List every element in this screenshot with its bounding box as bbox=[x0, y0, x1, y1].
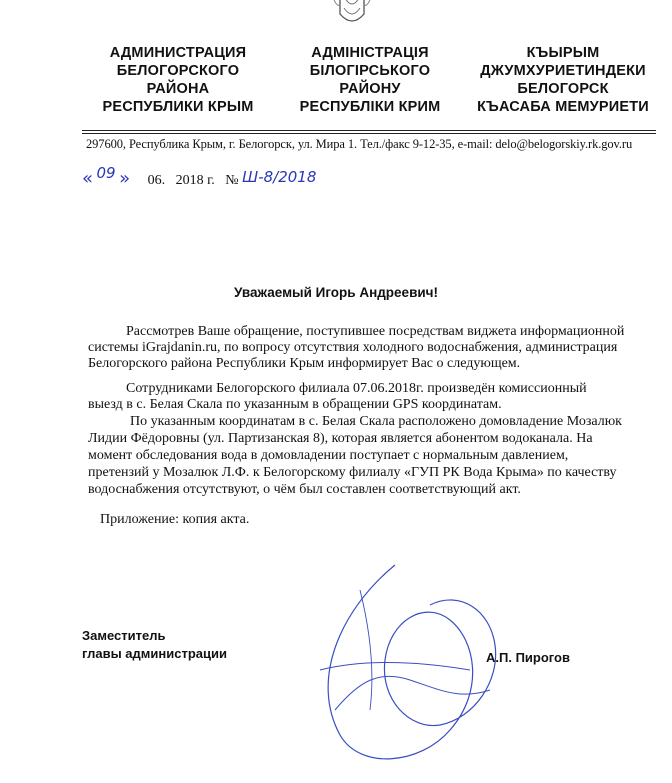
date-line bbox=[82, 164, 317, 189]
signatory-name: А.П. Пирогов bbox=[486, 650, 570, 665]
date-day: 09 bbox=[96, 164, 116, 182]
date-open-quote: « bbox=[82, 168, 94, 189]
handwritten-signature bbox=[300, 550, 530, 780]
address-line: 297600, Республика Крым, г. Белогорск, ул. Мира 1. Тел./факс 9-12-35, e-mail: delo@belogorskiy.rk.gov.ru bbox=[86, 137, 633, 151]
org-name-russian: АДМИНИСТРАЦИЯ БЕЛОГОРСКОГО РАЙОНА РЕСПУБЛИКИ КРЫМ bbox=[102, 45, 254, 115]
date-close-quote: » bbox=[119, 168, 131, 189]
date-month: 06. bbox=[147, 173, 166, 188]
body-line: выезд в с. Белая Скала по указанным в обращении GPS координатам. bbox=[88, 397, 502, 412]
body-line: момент обследования вода в домовладении поступает с нормальным давлением, bbox=[88, 448, 569, 463]
document-number: Ш-8/2018 bbox=[242, 168, 317, 186]
signatory-title: Заместитель главы администрации bbox=[82, 628, 227, 661]
body-line: По указанным координатам в с. Белая Скала расположено домовладение Мозалюк bbox=[130, 414, 622, 429]
date-year: 2018 г. bbox=[175, 173, 215, 188]
header-divider-top bbox=[82, 130, 656, 131]
org-name-crimean-tatar: КЪЫРЫМ ДЖУМХУРИЕТИНДЕКИ БЕЛОГОРСК КЪАСАБА МЕМУРИЕТИ bbox=[477, 45, 649, 115]
header-divider-bottom bbox=[82, 133, 656, 134]
number-label: № bbox=[225, 173, 239, 188]
org-name-ukrainian: АДМІНІСТРАЦІЯ БІЛОГІРСЬКОГО РАЙОНУ РЕСПУБЛІКИ КРИМ bbox=[299, 45, 441, 115]
coat-of-arms-emblem bbox=[332, 0, 372, 30]
salutation: Уважаемый Игорь Андреевич! bbox=[233, 285, 438, 300]
attachment-note: Приложение: копия акта. bbox=[100, 512, 250, 527]
body-line: Рассмотрев Ваше обращение, поступившее посредствам виджета информационной bbox=[126, 324, 625, 339]
body-line: претензий у Мозалюк Л.Ф. к Белогорскому филиалу «ГУП РК Вода Крыма» по качеству bbox=[88, 465, 617, 480]
body-line: Сотрудниками Белогорского филиала 07.06.2018г. произведён комиссионный bbox=[126, 381, 587, 396]
body-line: Белогорского района Республики Крым информирует Вас о следующем. bbox=[88, 356, 521, 371]
body-line: водоснабжения отсутствуют, о чём был составлен соответствующий акт. bbox=[88, 482, 521, 497]
body-line: Лидии Фёдоровны (ул. Партизанская 8), которая является абонентом водоканала. На bbox=[88, 431, 593, 446]
body-line: системы iGrajdanin.ru, по вопросу отсутствия холодного водоснабжения, администрация bbox=[88, 340, 618, 355]
